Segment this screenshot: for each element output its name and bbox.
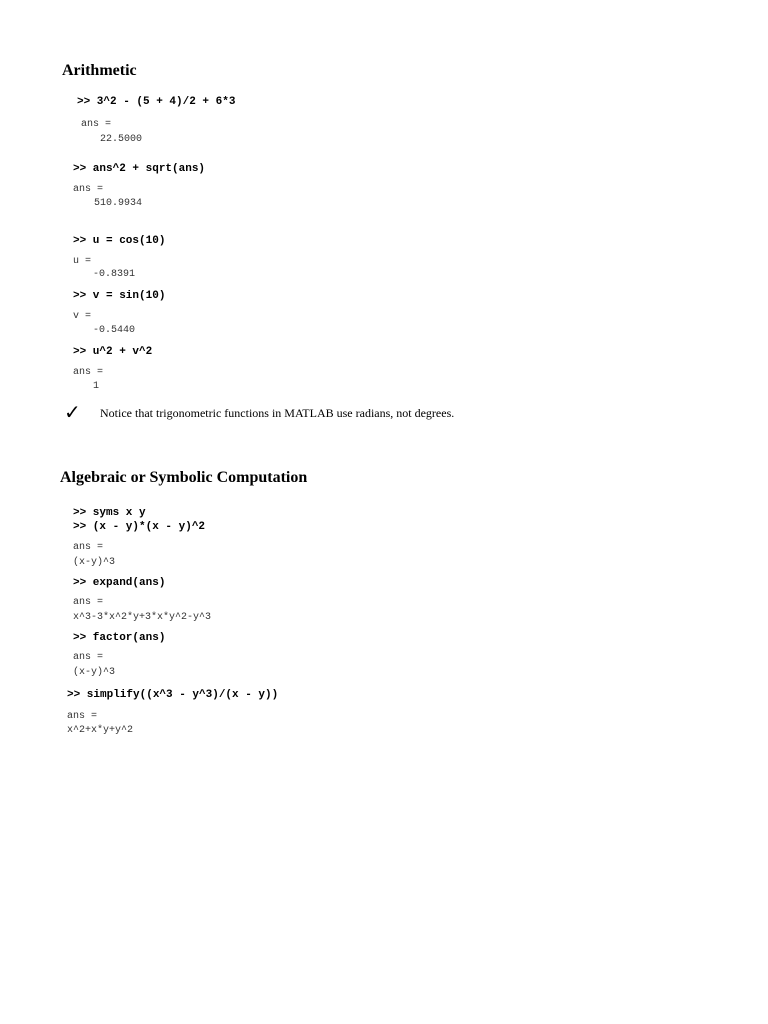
output-value: (x-y)^3 [73,667,116,678]
command-line: >> expand(ans) [73,577,166,589]
output-label: ans = [73,367,104,378]
output-label: ans = [73,184,104,195]
command-line: >> factor(ans) [73,632,166,644]
output-value: 1 [93,381,100,392]
command-line: >> 3^2 - (5 + 4)/2 + 6*3 [77,96,236,108]
output-value: x^3-3*x^2*y+3*x*y^2-y^3 [73,612,212,623]
output-value: -0.5440 [93,325,136,336]
output-value: x^2+x*y+y^2 [67,725,134,736]
output-value: 22.5000 [100,134,143,145]
output-label: v = [73,311,92,322]
section-heading-symbolic: Algebraic or Symbolic Computation [60,469,308,486]
output-label: ans = [73,652,104,663]
output-label: ans = [73,597,104,608]
command-line: >> syms x y [73,507,146,519]
output-label: ans = [67,711,98,722]
output-value: (x-y)^3 [73,557,116,568]
section-heading-arithmetic: Arithmetic [62,62,137,79]
command-line: >> simplify((x^3 - y^3)/(x - y)) [67,689,279,701]
command-line: >> ans^2 + sqrt(ans) [73,163,206,175]
output-value: 510.9934 [94,198,143,209]
checkmark-icon: ✓ [64,400,81,424]
output-label: ans = [73,542,104,553]
output-label: ans = [81,119,112,130]
note-text: Notice that trigonometric functions in MATLAB use radians, not degrees. [100,406,455,420]
command-line: >> (x - y)*(x - y)^2 [73,521,206,533]
output-label: u = [73,256,92,267]
command-line: >> u = cos(10) [73,235,166,247]
output-value: -0.8391 [93,269,136,280]
command-line: >> v = sin(10) [73,290,166,302]
command-line: >> u^2 + v^2 [73,346,153,358]
